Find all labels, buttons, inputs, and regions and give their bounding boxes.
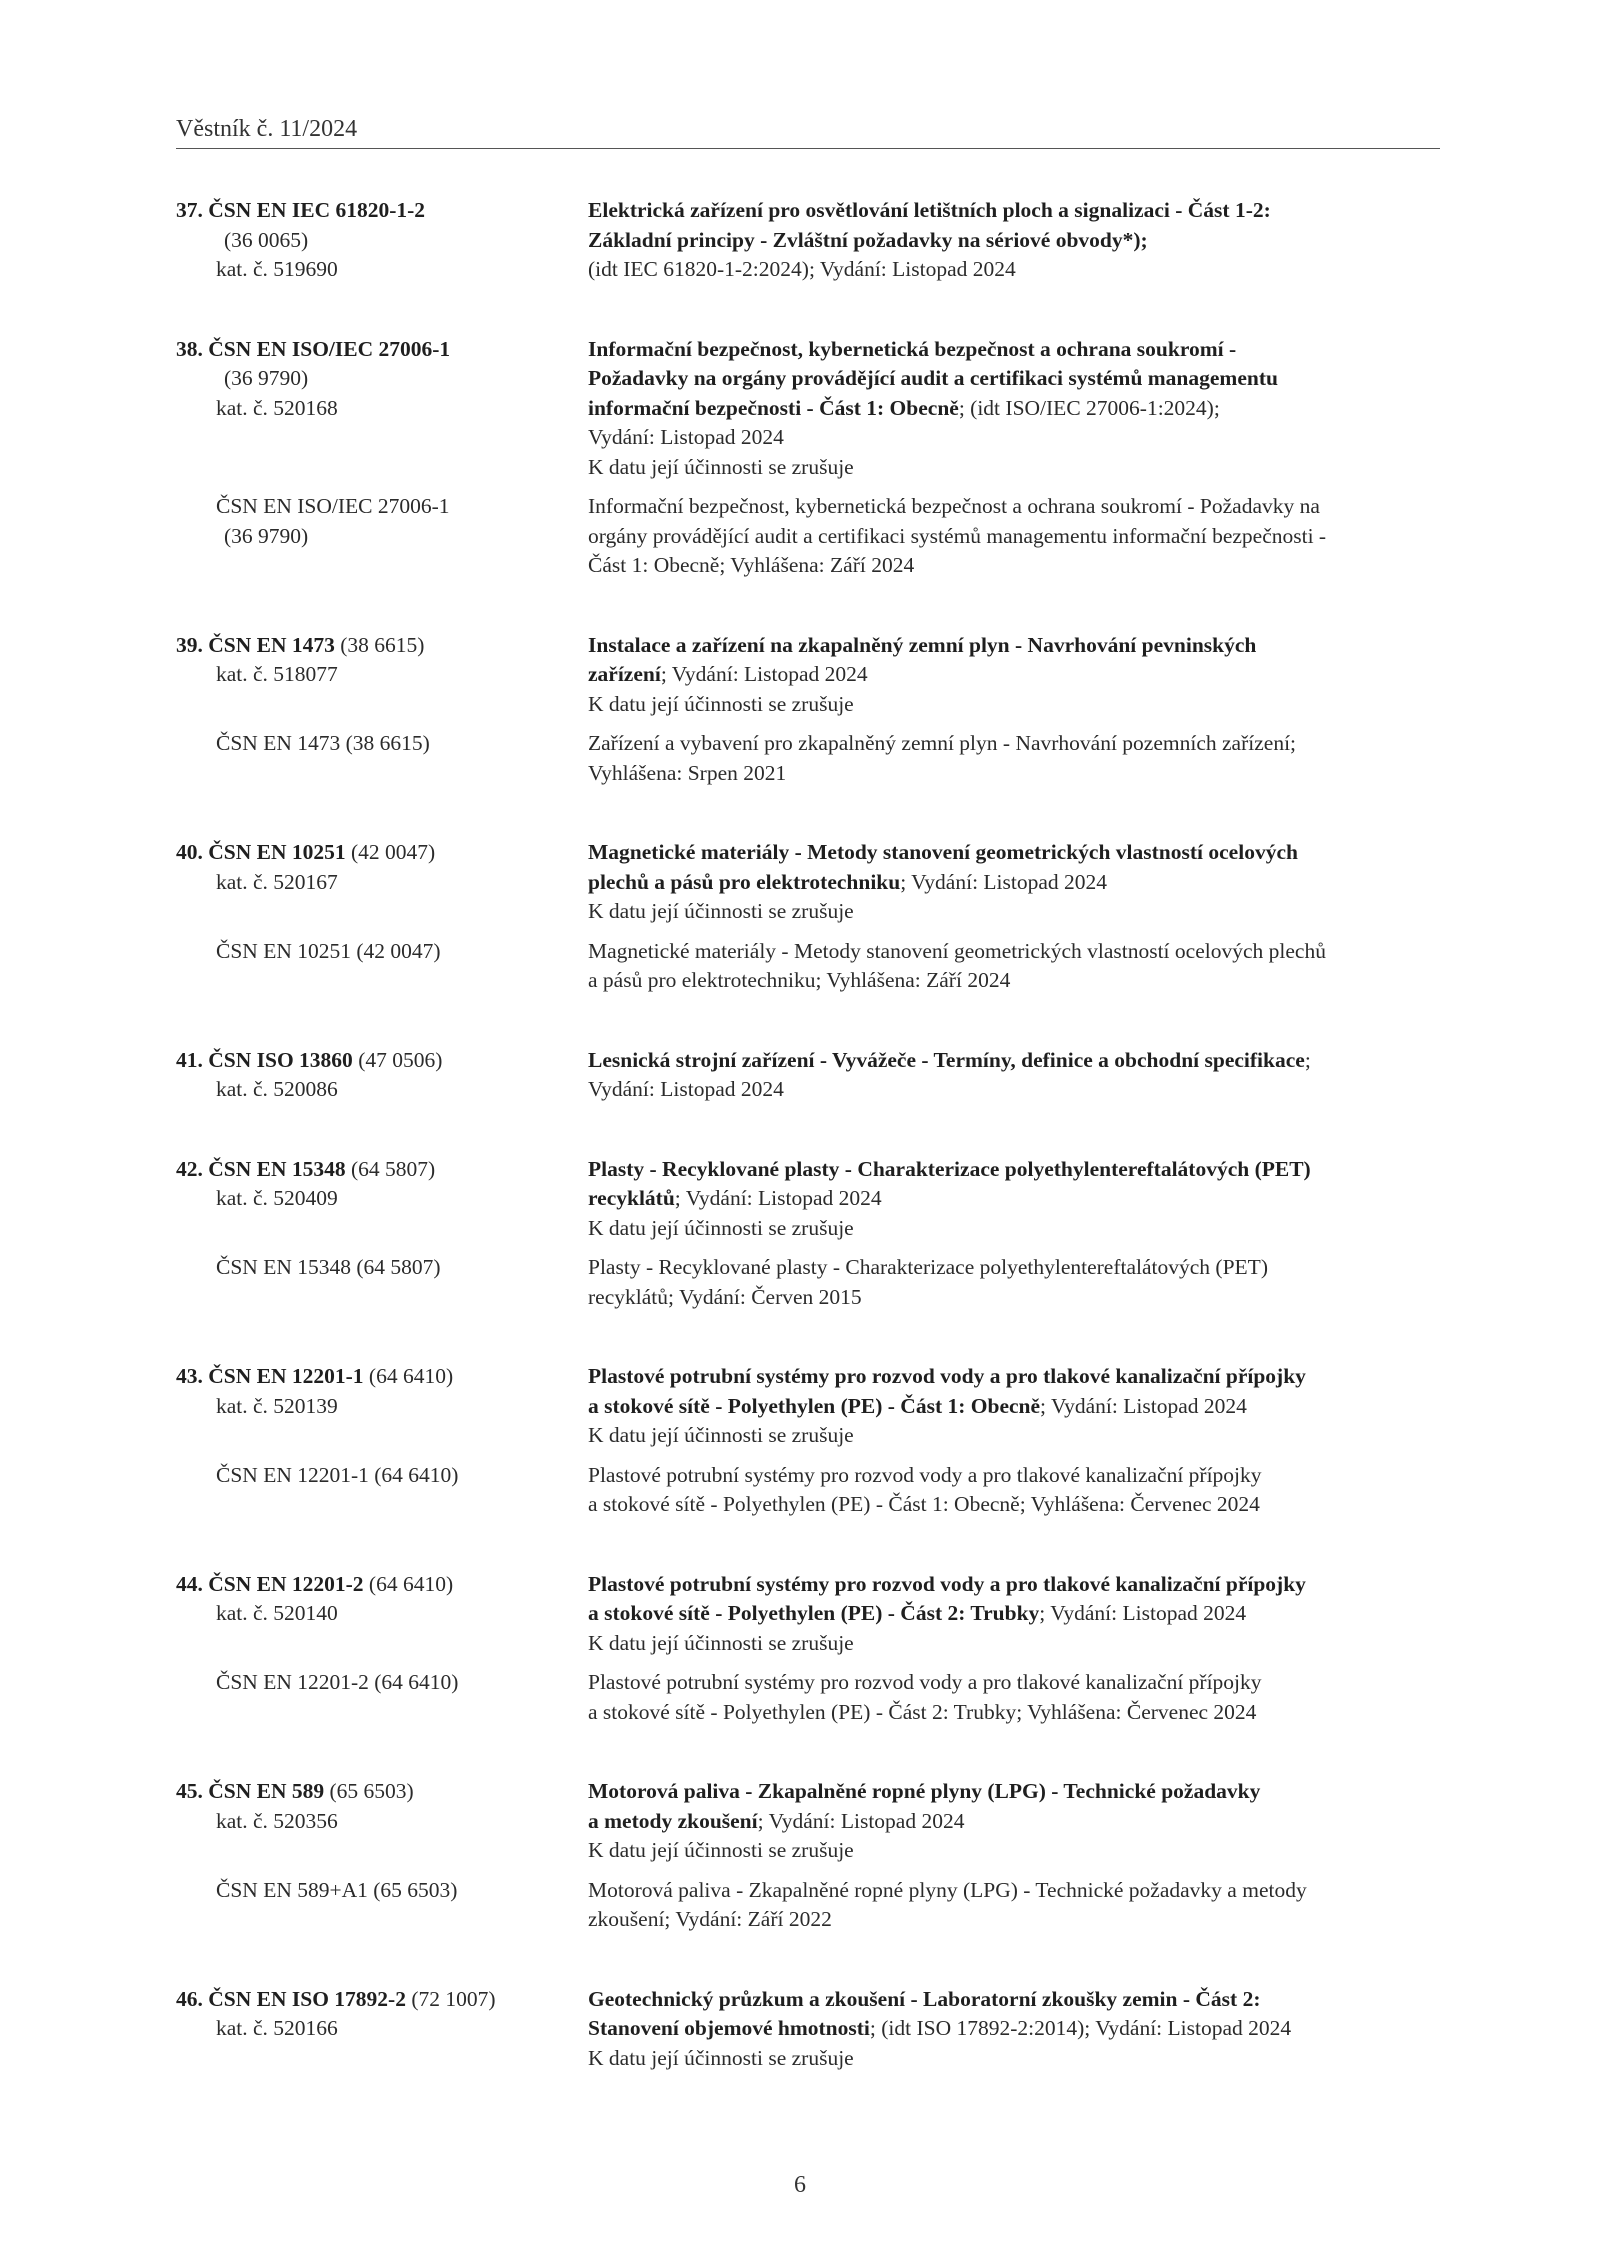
standard-code: ČSN EN 1473 bbox=[208, 632, 335, 657]
issue-info: Vydání: Listopad 2024 bbox=[588, 1077, 784, 1101]
entry-number: 46. bbox=[176, 1986, 203, 2011]
replaced-standard-title: Plastové potrubní systémy pro rozvod vody a pro tlakové kanalizační přípojky bbox=[588, 1462, 1262, 1487]
catalog-number: kat. č. 518077 bbox=[216, 662, 338, 686]
standard-title: Magnetické materiály - Metody stanovení geometrických vlastností ocelových bbox=[588, 840, 1298, 864]
standard-code: ČSN EN IEC 61820-1-2 bbox=[208, 198, 426, 222]
class-number: (65 6503) bbox=[324, 1779, 414, 1803]
standard-title: Geotechnický průzkum a zkoušení - Laboratorní zkoušky zemin - Část 2: bbox=[588, 1986, 1261, 2011]
issue-info: ; (idt ISO 17892-2:2014); Vydání: Listopad 2024 bbox=[869, 2016, 1292, 2040]
standard-title: Plastové potrubní systémy pro rozvod vody a pro tlakové kanalizační přípojky bbox=[588, 1364, 1306, 1388]
page-header: Věstník č. 11/2024 bbox=[176, 112, 1440, 149]
standard-entry bbox=[176, 1570, 1440, 1728]
replaced-class-number: (36 9790) bbox=[224, 523, 309, 548]
standard-code: ČSN EN 10251 bbox=[208, 840, 346, 864]
replaced-standard-title: Plastové potrubní systémy pro rozvod vody a pro tlakové kanalizační přípojky bbox=[588, 1670, 1262, 1694]
entry-number: 45. bbox=[176, 1779, 203, 1803]
standard-code: ČSN EN ISO/IEC 27006-1 bbox=[208, 336, 451, 361]
replaced-standard-title: Magnetické materiály - Metody stanovení geometrických vlastností ocelových plechů bbox=[588, 938, 1326, 963]
standard-title: Základní principy - Zvláštní požadavky na sériové obvody*); bbox=[588, 227, 1148, 252]
catalog-number: kat. č. 520356 bbox=[216, 1808, 338, 1833]
cancel-note: K datu její účinnosti se zrušuje bbox=[588, 899, 854, 923]
replaced-standard-code: ČSN EN 12201-2 (64 6410) bbox=[216, 1670, 459, 1694]
standard-code: ČSN EN 15348 bbox=[208, 1156, 346, 1181]
replaced-standard-title: Informační bezpečnost, kybernetická bezpečnost a ochrana soukromí - Požadavky na bbox=[588, 494, 1320, 518]
cancel-note: K datu její účinnosti se zrušuje bbox=[588, 2045, 854, 2070]
standard-title: Motorová paliva - Zkapalněné ropné plyny (LPG) - Technické požadavky bbox=[588, 1779, 1261, 1803]
cancel-note: K datu její účinnosti se zrušuje bbox=[588, 1838, 854, 1862]
catalog-number: kat. č. 520086 bbox=[216, 1077, 338, 1101]
standard-entry bbox=[176, 1046, 1440, 1105]
cancel-note: K datu její účinnosti se zrušuje bbox=[588, 1630, 854, 1655]
replaced-standard-code: ČSN EN 1473 (38 6615) bbox=[216, 731, 430, 755]
standard-entry bbox=[176, 1155, 1440, 1313]
class-number: (47 0506) bbox=[352, 1047, 443, 1072]
issue-info: ; Vydání: Listopad 2024 bbox=[757, 1808, 965, 1833]
standard-code: ČSN EN 589 bbox=[208, 1779, 325, 1803]
standard-entry bbox=[176, 335, 1440, 581]
standard-title: Informační bezpečnost, kybernetická bezpečnost a ochrana soukromí - bbox=[588, 336, 1237, 361]
catalog-number: kat. č. 519690 bbox=[216, 257, 338, 281]
standards-list bbox=[176, 196, 1440, 2123]
replaced-standard-title: Plasty - Recyklované plasty - Charakterizace polyethylentereftalátových (PET) bbox=[588, 1255, 1268, 1279]
standard-code: ČSN EN ISO 17892-2 bbox=[208, 1986, 406, 2011]
standard-title: Stanovení objemové hmotnosti bbox=[588, 2016, 870, 2040]
replaced-standard-code: ČSN EN 10251 (42 0047) bbox=[216, 938, 441, 963]
standard-entry bbox=[176, 838, 1440, 996]
issue-info: ; Vydání: Listopad 2024 bbox=[1040, 1393, 1247, 1418]
replaced-standard-code: ČSN EN 15348 (64 5807) bbox=[216, 1255, 441, 1279]
catalog-number: kat. č. 520140 bbox=[216, 1601, 338, 1625]
catalog-number: kat. č. 520166 bbox=[216, 2016, 338, 2040]
replaced-standard-title: recyklátů; Vydání: Červen 2015 bbox=[588, 1284, 862, 1309]
standard-title: Lesnická strojní zařízení - Vyvážeče - Termíny, definice a obchodní specifikace bbox=[588, 1047, 1305, 1072]
issue-info: ; (idt ISO/IEC 27006-1:2024); bbox=[958, 395, 1220, 420]
standard-code: ČSN EN 12201-2 bbox=[208, 1571, 364, 1596]
replaced-standard-title: Zařízení a vybavení pro zkapalněný zemní plyn - Navrhování pozemních zařízení; bbox=[588, 731, 1297, 755]
replaced-standard-title: zkoušení; Vydání: Září 2022 bbox=[588, 1907, 832, 1931]
replaced-standard-title: a stokové sítě - Polyethylen (PE) - Část 1: Obecně; Vyhlášena: Červenec 2024 bbox=[588, 1492, 1260, 1516]
replaced-standard-title: Část 1: Obecně; Vyhlášena: Září 2024 bbox=[588, 553, 915, 577]
replaced-standard-title: a stokové sítě - Polyethylen (PE) - Část 2: Trubky; Vyhlášena: Červenec 2024 bbox=[588, 1699, 1257, 1724]
standard-entry bbox=[176, 1777, 1440, 1935]
standard-title: a stokové sítě - Polyethylen (PE) - Část 1: Obecně bbox=[588, 1393, 1041, 1418]
entry-number: 44. bbox=[176, 1571, 203, 1596]
standard-title: a metody zkoušení bbox=[588, 1808, 758, 1833]
cancel-note: K datu její účinnosti se zrušuje bbox=[588, 1215, 854, 1240]
standard-code: ČSN EN 12201-1 bbox=[208, 1364, 364, 1388]
issue-info: ; Vydání: Listopad 2024 bbox=[674, 1186, 882, 1210]
entry-number: 39. bbox=[176, 632, 203, 657]
entry-number: 42. bbox=[176, 1156, 203, 1181]
replaced-standard-title: a pásů pro elektrotechniku; Vyhlášena: Září 2024 bbox=[588, 968, 1011, 992]
catalog-number: kat. č. 520167 bbox=[216, 869, 338, 894]
standard-title: Požadavky na orgány provádějící audit a certifikaci systémů managementu bbox=[588, 366, 1278, 390]
catalog-number: kat. č. 520168 bbox=[216, 395, 338, 420]
class-number: (64 6410) bbox=[363, 1364, 454, 1388]
entry-number: 38. bbox=[176, 336, 203, 361]
entry-number: 43. bbox=[176, 1364, 203, 1388]
standard-title: recyklátů bbox=[588, 1186, 675, 1210]
replaced-standard-code: ČSN EN 589+A1 (65 6503) bbox=[216, 1877, 458, 1902]
page-number: 6 bbox=[794, 2172, 806, 2198]
catalog-number: kat. č. 520409 bbox=[216, 1186, 338, 1210]
replaced-standard-code: ČSN EN 12201-1 (64 6410) bbox=[216, 1462, 459, 1487]
standard-title: a stokové sítě - Polyethylen (PE) - Část 2: Trubky bbox=[588, 1601, 1040, 1625]
standard-entry bbox=[176, 196, 1440, 285]
replaced-standard-title: Motorová paliva - Zkapalněné ropné plyny (LPG) - Technické požadavky a metody bbox=[588, 1877, 1307, 1902]
class-number: (36 9790) bbox=[224, 366, 309, 390]
standard-entry bbox=[176, 631, 1440, 789]
issue-info: Vydání: Listopad 2024 bbox=[588, 425, 784, 449]
replaced-standard-title: orgány provádějící audit a certifikaci systémů managementu informační bezpečnosti - bbox=[588, 523, 1327, 548]
issue-info: ; Vydání: Listopad 2024 bbox=[660, 662, 868, 686]
class-number: (38 6615) bbox=[334, 632, 425, 657]
standard-entry bbox=[176, 1362, 1440, 1520]
cancel-note: K datu její účinnosti se zrušuje bbox=[588, 454, 854, 479]
class-number: (42 0047) bbox=[345, 840, 436, 864]
entry-number: 40. bbox=[176, 840, 203, 864]
class-number: (64 6410) bbox=[363, 1571, 454, 1596]
class-number: (72 1007) bbox=[405, 1986, 496, 2011]
standard-code: ČSN ISO 13860 bbox=[208, 1047, 353, 1072]
issue-info: (idt IEC 61820-1-2:2024); Vydání: Listopad 2024 bbox=[588, 257, 1016, 281]
standard-title: Instalace a zařízení na zkapalněný zemní plyn - Navrhování pevninských bbox=[588, 632, 1257, 657]
entry-number: 41. bbox=[176, 1047, 203, 1072]
standard-title: informační bezpečnosti - Část 1: Obecně bbox=[588, 395, 959, 420]
standard-title: Plasty - Recyklované plasty - Charakterizace polyethylentereftalátových (PET) bbox=[588, 1156, 1311, 1181]
standard-title: zařízení bbox=[588, 662, 661, 686]
cancel-note: K datu její účinnosti se zrušuje bbox=[588, 691, 854, 716]
standard-title: Plastové potrubní systémy pro rozvod vody a pro tlakové kanalizační přípojky bbox=[588, 1571, 1306, 1596]
class-number: (36 0065) bbox=[224, 227, 309, 252]
class-number: (64 5807) bbox=[345, 1156, 436, 1181]
entry-number: 37. bbox=[176, 198, 203, 222]
issue-info: ; Vydání: Listopad 2024 bbox=[900, 869, 1108, 894]
replaced-standard-title: Vyhlášena: Srpen 2021 bbox=[588, 760, 787, 785]
cancel-note: K datu její účinnosti se zrušuje bbox=[588, 1423, 854, 1447]
standard-entry bbox=[176, 1985, 1440, 2074]
issue-info: ; Vydání: Listopad 2024 bbox=[1039, 1601, 1247, 1625]
standard-title: Elektrická zařízení pro osvětlování letištních ploch a signalizaci - Část 1-2: bbox=[588, 198, 1271, 222]
catalog-number: kat. č. 520139 bbox=[216, 1393, 338, 1418]
standard-title: plechů a pásů pro elektrotechniku bbox=[588, 869, 901, 894]
separator-text: ; bbox=[1304, 1047, 1311, 1072]
replaced-standard-code: ČSN EN ISO/IEC 27006-1 bbox=[216, 494, 450, 518]
